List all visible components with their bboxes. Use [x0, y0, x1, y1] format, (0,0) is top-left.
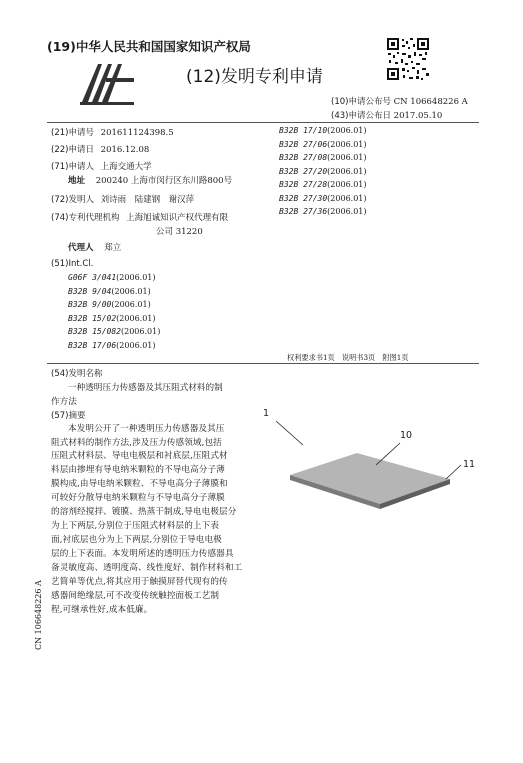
int-cl-item [279, 126, 367, 135]
int-cl-version: (2006.01) [327, 126, 367, 135]
int-cl-version: (2006.01) [327, 207, 367, 216]
int-cl-version: (2006.01) [327, 194, 367, 203]
int-cl-code: B32B 17/06 [68, 341, 117, 350]
figure-label-10: 10 [400, 430, 413, 441]
applicant-label: (71)申请人 [51, 162, 94, 172]
invention-title-line-1: 一种透明压力传感器及其压阻式材料的制 [68, 383, 223, 393]
int-cl-item [68, 314, 156, 323]
int-cl-version: (2006.01) [116, 341, 156, 350]
int-cl-code: B32B 27/08 [279, 153, 328, 162]
invention-title-line-2: 作方法 [51, 397, 77, 407]
leader-line-11 [446, 465, 461, 479]
abstract-line: 感器间绝缘层,可不改变传统触控面板工艺制 [51, 591, 220, 601]
header-divider [47, 122, 479, 123]
publication-number [331, 95, 468, 107]
abstract-line: 艺简单等优点,将其应用于触摸屏替代现有的传 [51, 577, 228, 587]
int-cl-item [279, 140, 367, 149]
abstract-line: 可较好分散导电纳米颗粒与不导电高分子薄膜 [51, 493, 225, 503]
int-cl-item [279, 194, 367, 203]
int-cl-version: (2006.01) [120, 327, 161, 336]
int-cl-version: (2006.01) [111, 287, 151, 296]
application-number-value: 201611124398.5 [100, 128, 174, 138]
abstract-line: 膜构成,由导电纳米颗粒、不导电高分子薄膜和 [51, 479, 228, 489]
document-type: (12)发明专利申请 [186, 67, 323, 87]
publication-date [331, 109, 442, 121]
applicant [51, 160, 152, 172]
application-date [51, 143, 149, 155]
patent-agency-label: (74)专利代理机构 [51, 213, 120, 223]
int-cl-code: B32B 17/10 [279, 126, 328, 135]
int-cl-item [68, 287, 151, 296]
publication-number-value: CN 106648226 A [393, 97, 468, 107]
inventors-label: (72)发明人 [51, 195, 94, 205]
inventors-value: 刘诗雨 陆建钢 谢汉萍 [100, 195, 195, 205]
address-value: 200240 上海市闵行区东川路800号 [95, 176, 233, 186]
int-cl-item [279, 207, 367, 216]
int-cl-code: B32B 9/04 [68, 287, 112, 296]
inventors [51, 193, 194, 205]
agent-value: 郑立 [104, 243, 122, 253]
device-top-surface [290, 453, 450, 504]
publication-number-label: (10)申请公布号 [331, 97, 391, 107]
int-cl-item [68, 273, 156, 282]
abstract-line: 压阻式材料层、导电电极层和衬底层,压阻式材 [51, 451, 228, 461]
agent [68, 241, 121, 253]
abstract-label: (57)摘要 [51, 411, 86, 421]
patent-agency [51, 211, 228, 223]
int-cl-item [68, 341, 156, 350]
int-cl-code: G06F 3/041 [68, 273, 117, 282]
int-cl-code: B32B 27/06 [279, 140, 328, 149]
application-date-label: (22)申请日 [51, 145, 94, 155]
address [68, 174, 232, 186]
address-label: 地址 [68, 176, 86, 186]
application-number [51, 126, 174, 138]
int-cl-code: B32B 27/20 [279, 167, 328, 176]
cnipa-logo [78, 58, 136, 108]
int-cl-version: (2006.01) [327, 153, 367, 162]
int-cl-code: B32B 9/00 [68, 300, 112, 309]
office-header: (19)中华人民共和国国家知识产权局 [47, 39, 251, 54]
int-cl-version: (2006.01) [116, 273, 156, 282]
abstract-line: 为上下两层,分别位于压阻式材料层的上下表 [51, 521, 220, 531]
abstract-line: 的溶剂经搅拌、镀膜、热蒸干制成,导电电极层分 [51, 507, 237, 517]
title-label: (54)发明名称 [51, 369, 103, 379]
int-cl-version: (2006.01) [327, 140, 367, 149]
int-cl-item [68, 300, 151, 309]
application-number-label: (21)申请号 [51, 128, 94, 138]
int-cl-code: B32B 15/082 [68, 327, 121, 336]
abstract-line: 备灵敏度高、透明度高、线性度好、制作材料和工 [51, 563, 243, 573]
int-cl-version: (2006.01) [116, 314, 156, 323]
abstract-line: 程,可继承性好,成本低廉。 [51, 605, 153, 615]
int-cl-item [279, 167, 367, 176]
qr-code [386, 37, 430, 81]
applicant-value: 上海交通大学 [100, 162, 152, 172]
int-cl-item [279, 153, 367, 162]
abstract-line: 面,衬底层也分为上下两层,分别位于导电电极 [51, 535, 222, 545]
page-counts: 权利要求书1页 说明书3页 附图1页 [287, 353, 409, 362]
int-cl-code: B32B 15/02 [68, 314, 117, 323]
abstract-line: 阻式材料的制作方法,涉及压力传感领域,包括 [51, 438, 222, 448]
application-date-value: 2016.12.08 [100, 145, 150, 155]
int-cl-version: (2006.01) [327, 180, 367, 189]
patent-agency-name: 上海旭诚知识产权代理有限 [126, 213, 229, 223]
int-cl-version: (2006.01) [327, 167, 367, 176]
abstract-line: 层的上下表面。本发明所述的透明压力传感器具 [51, 549, 234, 559]
agent-label: 代理人 [68, 243, 94, 253]
int-cl-label: (51)Int.Cl. [51, 259, 94, 269]
int-cl-item [68, 327, 160, 336]
int-cl-version: (2006.01) [111, 300, 151, 309]
abstract-line: 料层由掺埋有导电纳米颗粒的不导电高分子薄 [51, 465, 225, 475]
int-cl-code: B32B 27/28 [279, 180, 328, 189]
patent-agency-code: 公司 31220 [156, 227, 203, 237]
side-publication-number: CN 106648226 A [34, 580, 43, 650]
figure-label-11: 11 [463, 459, 476, 470]
leader-line-1 [276, 421, 303, 445]
abstract-line: 本发明公开了一种透明压力传感器及其压 [68, 424, 225, 434]
publication-date-value: 2017.05.10 [393, 111, 443, 121]
body-divider [47, 363, 479, 364]
publication-date-label: (43)申请公布日 [331, 111, 391, 121]
figure-label-1: 1 [263, 408, 270, 419]
int-cl-code: B32B 27/30 [279, 194, 328, 203]
int-cl-code: B32B 27/36 [279, 207, 328, 216]
abstract-figure [258, 405, 498, 535]
int-cl-item [279, 180, 367, 189]
